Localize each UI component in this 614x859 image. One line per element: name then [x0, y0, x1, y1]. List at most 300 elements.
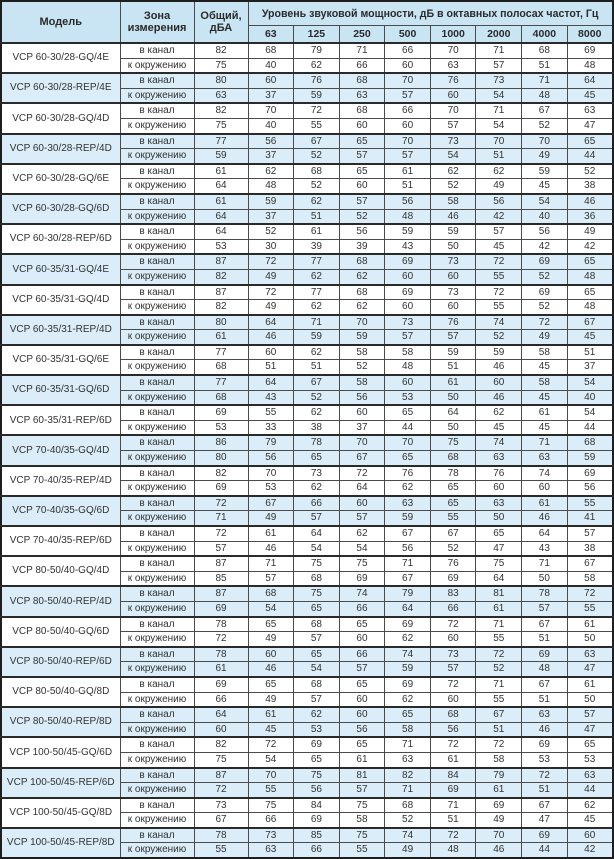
band-level-cell: 45: [522, 360, 568, 375]
measurement-zone-cell: к окружению: [120, 722, 194, 737]
measurement-zone-cell: в канал: [120, 134, 194, 149]
band-level-cell: 69: [476, 798, 522, 813]
band-level-cell: 68: [294, 677, 340, 692]
band-level-cell: 70: [430, 43, 476, 58]
total-dba-cell: 78: [194, 647, 248, 662]
table-row: [1, 224, 613, 239]
total-dba-cell: 55: [194, 843, 248, 858]
band-level-cell: 62: [567, 798, 613, 813]
band-level-cell: 79: [385, 586, 431, 601]
band-level-cell: 38: [294, 420, 340, 435]
band-level-cell: 63: [567, 768, 613, 783]
band-level-cell: 57: [339, 511, 385, 526]
band-level-cell: 72: [476, 737, 522, 752]
band-level-cell: 50: [567, 692, 613, 707]
band-level-cell: 58: [522, 345, 568, 360]
band-level-cell: 70: [385, 73, 431, 88]
band-level-cell: 68: [248, 586, 294, 601]
band-level-cell: 56: [339, 224, 385, 239]
measurement-zone-cell: в канал: [120, 435, 194, 450]
total-dba-cell: 78: [194, 617, 248, 632]
band-level-cell: 60: [339, 405, 385, 420]
band-level-cell: 51: [522, 632, 568, 647]
table-header: [1, 1, 613, 43]
band-level-cell: 44: [567, 149, 613, 164]
band-level-cell: 67: [385, 571, 431, 586]
band-level-cell: 60: [385, 300, 431, 315]
model-name-cell: VCP 60-30/28-REP/4E: [1, 73, 120, 103]
band-level-cell: 43: [248, 390, 294, 405]
band-level-cell: 58: [385, 722, 431, 737]
model-name-cell: VCP 60-35/31-GQ/4E: [1, 254, 120, 284]
band-level-cell: 50: [567, 632, 613, 647]
model-name-cell: VCP 60-30/28-GQ/6E: [1, 164, 120, 194]
band-level-cell: 53: [522, 752, 568, 767]
band-level-cell: 67: [294, 134, 340, 149]
band-level-cell: 51: [430, 813, 476, 828]
band-level-cell: 65: [339, 617, 385, 632]
measurement-zone-cell: в канал: [120, 224, 194, 239]
band-level-cell: 60: [385, 118, 431, 133]
total-dba-cell: 82: [194, 300, 248, 315]
measurement-zone-cell: в канал: [120, 73, 194, 88]
band-level-cell: 74: [385, 828, 431, 843]
band-level-cell: 72: [430, 677, 476, 692]
band-level-cell: 61: [567, 617, 613, 632]
model-name-cell: VCP 80-50/40-GQ/4D: [1, 556, 120, 586]
band-level-cell: 69: [385, 285, 431, 300]
band-level-cell: 47: [476, 541, 522, 556]
model-name-cell: VCP 80-50/40-GQ/6D: [1, 617, 120, 647]
measurement-zone-cell: в канал: [120, 586, 194, 601]
band-level-cell: 61: [294, 224, 340, 239]
band-level-cell: 63: [339, 88, 385, 103]
band-level-cell: 38: [567, 179, 613, 194]
band-level-cell: 71: [522, 556, 568, 571]
band-level-cell: 65: [385, 405, 431, 420]
band-level-cell: 57: [567, 526, 613, 541]
band-level-cell: 67: [522, 103, 568, 118]
band-level-cell: 57: [339, 662, 385, 677]
band-level-cell: 57: [430, 330, 476, 345]
band-level-cell: 45: [476, 420, 522, 435]
total-dba-cell: 72: [194, 783, 248, 798]
total-dba-cell: 69: [194, 405, 248, 420]
band-level-cell: 67: [522, 798, 568, 813]
band-level-cell: 60: [476, 481, 522, 496]
band-level-cell: 49: [248, 632, 294, 647]
band-level-cell: 49: [385, 843, 431, 858]
band-level-cell: 74: [522, 466, 568, 481]
band-level-cell: 50: [522, 571, 568, 586]
total-dba-cell: 72: [194, 632, 248, 647]
measurement-zone-cell: к окружению: [120, 571, 194, 586]
measurement-zone-cell: в канал: [120, 164, 194, 179]
measurement-zone-cell: в канал: [120, 828, 194, 843]
band-level-cell: 63: [476, 496, 522, 511]
band-level-cell: 68: [339, 73, 385, 88]
band-level-cell: 60: [248, 73, 294, 88]
total-dba-cell: 73: [194, 798, 248, 813]
measurement-zone-cell: в канал: [120, 798, 194, 813]
band-level-cell: 73: [430, 254, 476, 269]
band-level-cell: 65: [567, 134, 613, 149]
band-level-cell: 52: [430, 541, 476, 556]
model-name-cell: VCP 100-50/45-GQ/8D: [1, 798, 120, 828]
band-level-cell: 54: [476, 88, 522, 103]
band-level-cell: 55: [248, 405, 294, 420]
model-name-cell: VCP 70-40/35-GQ/6D: [1, 496, 120, 526]
table-row: [1, 798, 613, 813]
band-level-cell: 64: [522, 526, 568, 541]
band-level-cell: 71: [476, 677, 522, 692]
measurement-zone-cell: к окружению: [120, 330, 194, 345]
band-level-cell: 58: [339, 375, 385, 390]
band-level-cell: 70: [385, 134, 431, 149]
band-level-cell: 56: [248, 451, 294, 466]
band-level-cell: 63: [385, 752, 431, 767]
total-dba-cell: 75: [194, 118, 248, 133]
band-level-cell: 78: [294, 435, 340, 450]
band-level-cell: 55: [476, 300, 522, 315]
band-level-cell: 50: [430, 420, 476, 435]
table-row: [1, 737, 613, 752]
total-dba-cell: 60: [194, 722, 248, 737]
band-level-cell: 62: [294, 194, 340, 209]
band-level-cell: 70: [248, 466, 294, 481]
measurement-zone-cell: к окружению: [120, 390, 194, 405]
measurement-zone-cell: в канал: [120, 496, 194, 511]
band-level-cell: 51: [476, 722, 522, 737]
band-level-cell: 51: [476, 149, 522, 164]
model-name-cell: VCP 60-35/31-REP/4D: [1, 315, 120, 345]
band-level-cell: 52: [522, 300, 568, 315]
band-level-cell: 65: [339, 134, 385, 149]
band-level-cell: 60: [430, 632, 476, 647]
band-level-cell: 65: [339, 677, 385, 692]
band-level-cell: 67: [522, 677, 568, 692]
table-row: [1, 43, 613, 58]
band-level-cell: 60: [476, 375, 522, 390]
band-level-cell: 65: [294, 601, 340, 616]
band-level-cell: 52: [567, 164, 613, 179]
band-level-cell: 60: [385, 58, 431, 73]
band-level-cell: 69: [522, 285, 568, 300]
band-level-cell: 68: [430, 451, 476, 466]
band-level-cell: 70: [248, 103, 294, 118]
band-level-cell: 61: [248, 526, 294, 541]
band-level-cell: 76: [476, 466, 522, 481]
band-level-cell: 45: [567, 330, 613, 345]
band-level-cell: 60: [430, 300, 476, 315]
total-dba-cell: 77: [194, 375, 248, 390]
band-level-cell: 72: [248, 254, 294, 269]
band-level-cell: 57: [385, 88, 431, 103]
band-level-cell: 57: [385, 149, 431, 164]
band-level-cell: 60: [430, 269, 476, 284]
band-level-cell: 62: [339, 269, 385, 284]
band-level-cell: 55: [339, 843, 385, 858]
total-dba-cell: 57: [194, 541, 248, 556]
model-name-cell: VCP 60-30/28-GQ/4D: [1, 103, 120, 133]
band-level-cell: 52: [339, 360, 385, 375]
model-name-cell: VCP 60-35/31-GQ/4D: [1, 285, 120, 315]
table-row: [1, 496, 613, 511]
band-level-cell: 63: [476, 451, 522, 466]
band-level-cell: 38: [567, 541, 613, 556]
band-level-cell: 61: [522, 496, 568, 511]
band-level-cell: 37: [248, 149, 294, 164]
total-dba-cell: 66: [194, 692, 248, 707]
column-header-freq-1000: 1000: [430, 26, 476, 44]
band-level-cell: 62: [385, 481, 431, 496]
band-level-cell: 51: [294, 360, 340, 375]
band-level-cell: 84: [294, 798, 340, 813]
band-level-cell: 52: [294, 149, 340, 164]
total-dba-cell: 82: [194, 103, 248, 118]
table-row: [1, 134, 613, 149]
band-level-cell: 70: [476, 828, 522, 843]
measurement-zone-cell: к окружению: [120, 541, 194, 556]
band-level-cell: 63: [567, 103, 613, 118]
total-dba-cell: 72: [194, 496, 248, 511]
band-level-cell: 58: [430, 194, 476, 209]
band-level-cell: 50: [430, 239, 476, 254]
band-level-cell: 72: [430, 737, 476, 752]
measurement-zone-cell: к окружению: [120, 632, 194, 647]
measurement-zone-cell: к окружению: [120, 601, 194, 616]
band-level-cell: 69: [522, 254, 568, 269]
total-dba-cell: 69: [194, 481, 248, 496]
band-level-cell: 60: [522, 481, 568, 496]
band-level-cell: 60: [339, 118, 385, 133]
band-level-cell: 72: [248, 737, 294, 752]
band-level-cell: 46: [476, 390, 522, 405]
band-level-cell: 63: [522, 451, 568, 466]
band-level-cell: 55: [476, 632, 522, 647]
table-row: [1, 254, 613, 269]
band-level-cell: 65: [385, 707, 431, 722]
band-level-cell: 76: [385, 466, 431, 481]
table-row: [1, 73, 613, 88]
band-level-cell: 75: [294, 556, 340, 571]
band-level-cell: 78: [522, 586, 568, 601]
band-level-cell: 49: [476, 813, 522, 828]
band-level-cell: 66: [339, 601, 385, 616]
measurement-zone-cell: в канал: [120, 194, 194, 209]
column-header-freq-250: 250: [339, 26, 385, 44]
band-level-cell: 57: [339, 783, 385, 798]
band-level-cell: 71: [339, 43, 385, 58]
band-level-cell: 48: [430, 843, 476, 858]
table-row: [1, 345, 613, 360]
band-level-cell: 43: [522, 541, 568, 556]
band-level-cell: 67: [522, 617, 568, 632]
measurement-zone-cell: в канал: [120, 466, 194, 481]
band-level-cell: 81: [476, 586, 522, 601]
band-level-cell: 75: [339, 828, 385, 843]
band-level-cell: 62: [294, 269, 340, 284]
band-level-cell: 49: [248, 269, 294, 284]
band-level-cell: 48: [248, 179, 294, 194]
band-level-cell: 45: [522, 420, 568, 435]
band-level-cell: 72: [294, 103, 340, 118]
band-level-cell: 56: [567, 481, 613, 496]
model-name-cell: VCP 70-40/35-REP/4D: [1, 466, 120, 496]
band-level-cell: 61: [476, 783, 522, 798]
band-level-cell: 62: [294, 481, 340, 496]
band-level-cell: 48: [385, 360, 431, 375]
band-level-cell: 75: [339, 798, 385, 813]
band-level-cell: 68: [294, 164, 340, 179]
band-level-cell: 57: [476, 224, 522, 239]
band-level-cell: 66: [294, 843, 340, 858]
band-level-cell: 40: [522, 209, 568, 224]
model-name-cell: VCP 80-50/40-REP/8D: [1, 707, 120, 737]
band-level-cell: 53: [567, 752, 613, 767]
band-level-cell: 58: [522, 375, 568, 390]
band-level-cell: 63: [248, 843, 294, 858]
measurement-zone-cell: в канал: [120, 647, 194, 662]
measurement-zone-cell: к окружению: [120, 88, 194, 103]
band-level-cell: 51: [522, 692, 568, 707]
model-name-cell: VCP 80-50/40-GQ/8D: [1, 677, 120, 707]
band-level-cell: 51: [522, 783, 568, 798]
model-name-cell: VCP 60-35/31-GQ/6E: [1, 345, 120, 375]
band-level-cell: 72: [339, 466, 385, 481]
band-level-cell: 56: [385, 194, 431, 209]
total-dba-cell: 69: [194, 601, 248, 616]
measurement-zone-cell: к окружению: [120, 511, 194, 526]
table-row: [1, 164, 613, 179]
band-level-cell: 57: [476, 58, 522, 73]
table-row: [1, 375, 613, 390]
band-level-cell: 72: [476, 285, 522, 300]
band-level-cell: 52: [522, 269, 568, 284]
measurement-zone-cell: в канал: [120, 526, 194, 541]
model-name-cell: VCP 60-30/28-GQ/6D: [1, 194, 120, 224]
band-level-cell: 63: [522, 707, 568, 722]
band-level-cell: 37: [248, 88, 294, 103]
band-level-cell: 55: [567, 601, 613, 616]
band-level-cell: 45: [567, 813, 613, 828]
band-level-cell: 69: [522, 647, 568, 662]
model-name-cell: VCP 70-40/35-GQ/4D: [1, 435, 120, 465]
band-level-cell: 55: [430, 511, 476, 526]
band-level-cell: 49: [522, 149, 568, 164]
band-level-cell: 65: [294, 451, 340, 466]
measurement-zone-cell: к окружению: [120, 179, 194, 194]
band-level-cell: 59: [476, 345, 522, 360]
band-level-cell: 53: [248, 481, 294, 496]
band-level-cell: 67: [567, 315, 613, 330]
band-level-cell: 60: [339, 707, 385, 722]
band-level-cell: 69: [385, 617, 431, 632]
band-level-cell: 71: [385, 556, 431, 571]
band-level-cell: 62: [339, 300, 385, 315]
band-level-cell: 48: [567, 300, 613, 315]
total-dba-cell: 71: [194, 511, 248, 526]
total-dba-cell: 61: [194, 662, 248, 677]
band-level-cell: 69: [522, 737, 568, 752]
column-header-freq-8000: 8000: [567, 26, 613, 44]
band-level-cell: 42: [567, 843, 613, 858]
band-level-cell: 57: [294, 632, 340, 647]
band-level-cell: 48: [567, 58, 613, 73]
band-level-cell: 54: [339, 541, 385, 556]
band-level-cell: 67: [476, 707, 522, 722]
band-level-cell: 57: [385, 330, 431, 345]
measurement-zone-cell: в канал: [120, 43, 194, 58]
band-level-cell: 73: [385, 315, 431, 330]
total-dba-cell: 87: [194, 586, 248, 601]
band-level-cell: 72: [430, 617, 476, 632]
total-dba-cell: 82: [194, 466, 248, 481]
band-level-cell: 79: [294, 43, 340, 58]
band-level-cell: 46: [522, 722, 568, 737]
table-row: [1, 768, 613, 783]
total-dba-cell: 53: [194, 239, 248, 254]
band-level-cell: 56: [476, 194, 522, 209]
band-level-cell: 68: [567, 435, 613, 450]
measurement-zone-cell: к окружению: [120, 58, 194, 73]
measurement-zone-cell: к окружению: [120, 118, 194, 133]
band-level-cell: 57: [567, 707, 613, 722]
band-level-cell: 73: [476, 73, 522, 88]
band-level-cell: 66: [339, 647, 385, 662]
band-level-cell: 69: [294, 737, 340, 752]
band-level-cell: 67: [430, 526, 476, 541]
band-level-cell: 52: [385, 813, 431, 828]
band-level-cell: 65: [294, 647, 340, 662]
band-level-cell: 43: [385, 239, 431, 254]
band-level-cell: 49: [567, 224, 613, 239]
total-dba-cell: 87: [194, 768, 248, 783]
band-level-cell: 50: [476, 511, 522, 526]
measurement-zone-cell: в канал: [120, 285, 194, 300]
band-level-cell: 57: [294, 511, 340, 526]
total-dba-cell: 68: [194, 360, 248, 375]
band-level-cell: 48: [385, 209, 431, 224]
band-level-cell: 58: [385, 345, 431, 360]
band-level-cell: 71: [476, 43, 522, 58]
band-level-cell: 65: [339, 737, 385, 752]
band-level-cell: 69: [294, 813, 340, 828]
band-level-cell: 46: [248, 662, 294, 677]
band-level-cell: 52: [430, 179, 476, 194]
measurement-zone-cell: к окружению: [120, 813, 194, 828]
band-level-cell: 60: [339, 496, 385, 511]
band-level-cell: 33: [248, 420, 294, 435]
model-name-cell: VCP 60-30/28-REP/4D: [1, 134, 120, 164]
band-level-cell: 39: [294, 239, 340, 254]
table-row: [1, 828, 613, 843]
band-level-cell: 54: [567, 375, 613, 390]
band-level-cell: 46: [248, 541, 294, 556]
band-level-cell: 60: [248, 647, 294, 662]
band-level-cell: 69: [385, 254, 431, 269]
measurement-zone-cell: к окружению: [120, 451, 194, 466]
measurement-zone-cell: в канал: [120, 345, 194, 360]
band-level-cell: 63: [567, 647, 613, 662]
band-level-cell: 66: [430, 601, 476, 616]
band-level-cell: 52: [294, 390, 340, 405]
total-dba-cell: 78: [194, 828, 248, 843]
band-level-cell: 46: [248, 330, 294, 345]
band-level-cell: 59: [385, 662, 431, 677]
column-header-model: Модель: [1, 1, 120, 43]
band-level-cell: 54: [294, 541, 340, 556]
